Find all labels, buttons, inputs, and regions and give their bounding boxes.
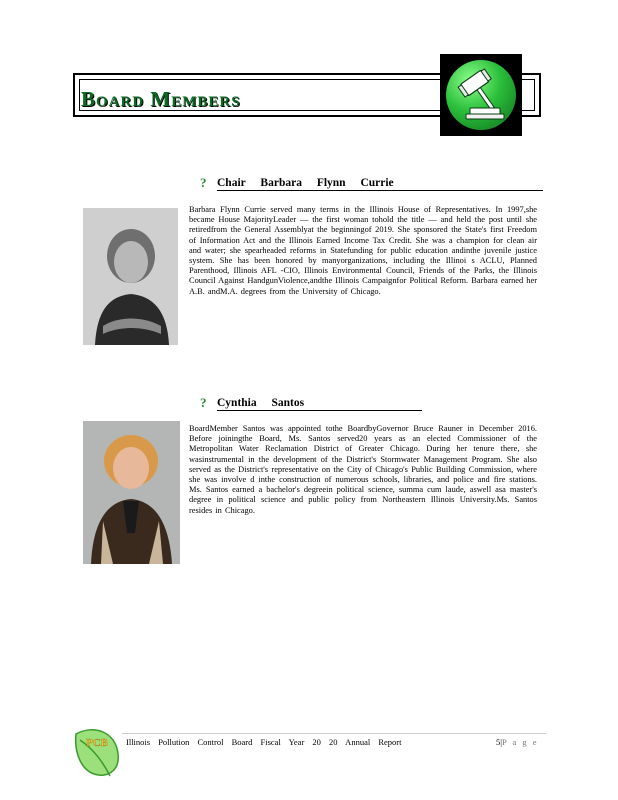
board-logo	[440, 54, 522, 136]
bullet-icon: ?	[200, 395, 207, 410]
page-title: Board Members	[81, 87, 241, 111]
svg-text:PCB: PCB	[86, 737, 108, 749]
portrait-silhouette-icon	[83, 208, 178, 345]
page-label: P a g e	[501, 737, 539, 747]
member-heading-currie	[217, 176, 543, 191]
page-number: 5	[496, 737, 501, 747]
member-bio: Barbara Flynn Currie served many terms in the Illinois House of Representatives. In 1997,she became House MajorityLeader — the first woman tohold the title — and held the post until she retiredfrom the General Assemblyat the beginningof 2019. She sponsored the State's first Freedom of Information Act and the Illinois Earned Income Tax Credit. She was a champion for clean air and water; she spearheaded reforms in Statefunding for public education andinthe juvenile justice system. She has been honored by manyorganizations, including the Illinoi s ACLU, Planned Parenthood, Illinois AFL -CIO, Illinois Environmental Council, Friends of the Parks, the Illinois Council Against HandgunViolence,andthe Illinois Campaignfor Political Reform. Barbara earned her A.B. andM.A. degrees from the University of Chicago.	[189, 205, 537, 296]
member-heading-santos	[217, 396, 422, 411]
footer-divider	[122, 733, 546, 734]
member-name: Cynthia Santos	[217, 397, 305, 409]
member-bio: BoardMember Santos was appointed tothe BoardbyGovernor Bruce Rauner in December 2016. Before joiningthe Board, Ms. Santos served20 years as an elected Commissioner of the Metropolitan Water Reclamation District of Greater Chicago. During her tenure there, she wasinstrumental in the development of the District's Stormwater Management Program. She also served as the District's representative on the City of Chicago's Public Building Commission, where she was involve d inthe construction of numerous schools, libraries, and police and fire stations. Ms. Santos earned a bachelor's degreein political science, summa cum laude, aswell asa master's degree in political science and public policy from Northeastern Illinois University.Ms. Santos resides in Chicago.	[189, 424, 537, 515]
footer-page-number	[496, 737, 539, 747]
barbara-flynn-currie-photo	[83, 208, 178, 345]
portrait-silhouette-icon	[83, 421, 180, 564]
member-name: Chair Barbara Flynn Currie	[217, 177, 394, 189]
cynthia-santos-photo	[83, 421, 180, 564]
page-separator: |	[500, 737, 502, 747]
footer-report-title: Illinois Pollution Control Board Fiscal Year 20 20 Annual Report	[126, 737, 402, 747]
bullet-icon: ?	[200, 175, 207, 190]
gavel-icon	[440, 54, 522, 136]
leaf-logo-icon	[70, 722, 122, 780]
